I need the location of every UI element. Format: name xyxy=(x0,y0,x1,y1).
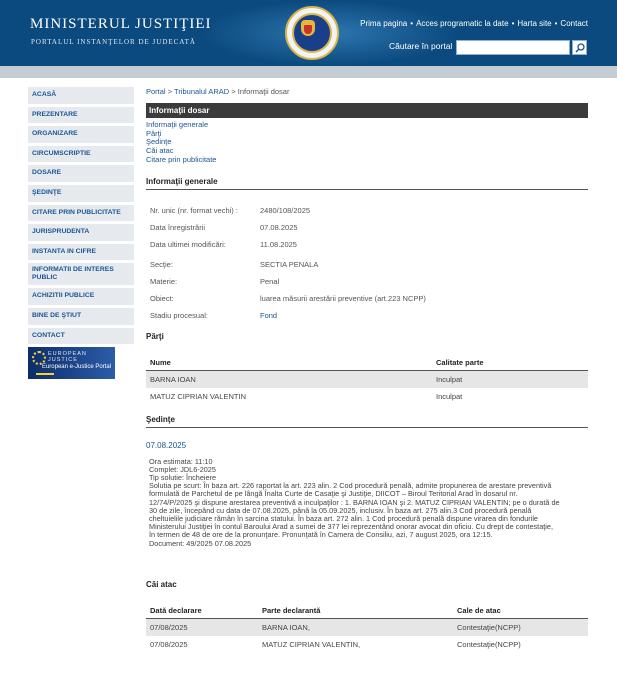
col-parte-declaranta: Parte declarantă xyxy=(262,605,321,615)
sidebar-item-dosare[interactable]: DOSARE xyxy=(28,165,134,182)
link-prima-pagina[interactable]: Prima pagina xyxy=(360,19,408,28)
breadcrumb-current: Informaţii dosar xyxy=(237,87,290,96)
sedinta-line: 12/74/P/2025 şi dispune arestarea preventivă a inculpaţilor : 1. BARNA IOAN şi 2. MATUZ CIPRIAN VALENTIN; pe o durată de xyxy=(149,497,560,507)
coat-of-arms-logo[interactable] xyxy=(285,6,339,60)
sedinta-line: formulată de Parchetul de pe lângă Înalta Curte de Casaţie şi Justiţie, DIICOT – Biroul Teritorial Arad în dosarul nr. xyxy=(149,489,518,499)
info-value: luarea măsurii arestării preventive (art.223 NCPP) xyxy=(260,293,426,303)
document-link[interactable]: Document: 49/2025 07.08.2025 xyxy=(149,538,252,548)
table-header xyxy=(146,354,588,371)
anchor-sedinte[interactable]: Şedinţe xyxy=(146,137,172,147)
info-label: Data înregistrării xyxy=(150,222,206,232)
info-row xyxy=(146,236,588,253)
sedinta-line: Ministerului Justiţiei în contul Baroului Arad a sumei de 377 lei reprezentând onorar avocat din oficiu. Cu drept de contestaţie, xyxy=(149,522,553,532)
header-subbar xyxy=(0,66,617,78)
info-label: Nr. unic (nr. format vechi) : xyxy=(150,205,238,215)
search-input[interactable] xyxy=(456,40,570,55)
breadcrumb-separator: > xyxy=(231,87,236,96)
sedinta-line: cheltuielile judiciare rămân în sarcina statului. În baza art. 272 alin. 1 Cod procedură penală dispune virarea din fondurile xyxy=(149,513,538,523)
section-parti: Părţi xyxy=(146,331,164,341)
info-value: 11.08.2025 xyxy=(260,239,297,249)
info-row xyxy=(146,256,588,273)
sedinta-line: Tip solutie: Încheiere xyxy=(149,472,217,482)
info-label: Data ultimei modificări: xyxy=(150,239,226,249)
search-icon xyxy=(575,43,585,53)
appeal-date: 07/08/2025 xyxy=(150,622,188,632)
party-role: Inculpat xyxy=(436,391,463,401)
sedinta-date: 07.08.2025 xyxy=(146,440,187,450)
e-justice-banner[interactable] xyxy=(28,347,115,379)
anchor-links xyxy=(146,121,588,165)
col-calitate: Calitate parte xyxy=(436,357,484,367)
breadcrumb-court[interactable]: Tribunalul ARAD xyxy=(174,87,230,96)
cai-atac-table xyxy=(146,602,588,653)
main-content xyxy=(146,87,588,653)
appeal-type: Contestaţie(NCPP) xyxy=(457,639,521,649)
sidebar-item-circumscriptie[interactable]: CIRCUMSCRIPTIE xyxy=(28,146,134,163)
top-links: Prima pagina • Acces programatic la date • Harta site • Contact xyxy=(360,19,588,28)
party-name: MATUZ CIPRIAN VALENTIN xyxy=(150,391,246,401)
section-sedinte: Şedinţe xyxy=(146,415,588,428)
appeal-date: 07/08/2025 xyxy=(150,639,188,649)
sidebar-item-informatii-publice[interactable]: INFORMATII DE INTERES PUBLIC xyxy=(28,263,134,285)
sidebar-item-instanta-in-cifre[interactable]: INSTANTA IN CIFRE xyxy=(28,244,134,261)
sidebar-item-bine-de-stiut[interactable]: BINE DE ŞTIUT xyxy=(28,308,134,325)
appeal-type: Contestaţie(NCPP) xyxy=(457,622,521,632)
info-row xyxy=(146,202,588,219)
sidebar-item-sedinte[interactable]: ŞEDINŢE xyxy=(28,185,134,202)
sedinta-line: Complet: JDL6-2025 xyxy=(149,464,216,474)
sidebar-item-jurisprudenta[interactable]: JURISPRUDENTA xyxy=(28,224,134,241)
eu-stars-icon xyxy=(32,351,46,365)
banner-bottom-text: European e-Justice Portal xyxy=(41,364,111,371)
info-label: Stadiu procesual: xyxy=(150,310,208,320)
link-contact[interactable]: Contact xyxy=(560,19,588,28)
table-header xyxy=(146,602,588,619)
appeal-party: BARNA IOAN, xyxy=(262,622,310,632)
banner-top-text: EUROPEAN JUSTICE xyxy=(48,351,87,364)
breadcrumb-portal[interactable]: Portal xyxy=(146,87,166,96)
sedinta-line: Solutia pe scurt: În baza art. 226 raportat la art. 223 alin. 2 Cod procedură penală, admite propunerea de arestare preventivă xyxy=(149,481,552,491)
general-info-list xyxy=(146,202,588,324)
parti-table xyxy=(146,354,588,405)
table-row xyxy=(146,388,588,405)
search-label: Căutare în portal xyxy=(389,41,453,51)
breadcrumb-separator: > xyxy=(167,87,173,96)
col-data-declarare: Dată declarare xyxy=(150,605,202,615)
sidebar-item-citare[interactable]: CITARE PRIN PUBLICITATE xyxy=(28,205,134,222)
info-value: Penal xyxy=(260,276,280,286)
info-label: Obiect: xyxy=(150,293,174,303)
sedinta-details xyxy=(146,458,588,548)
anchor-parti[interactable]: Părţi xyxy=(146,128,162,138)
col-nume: Nume xyxy=(150,357,171,367)
table-row xyxy=(146,371,588,388)
breadcrumb xyxy=(146,87,588,96)
section-cai-atac: Căi atac xyxy=(146,579,177,589)
page-title: Informaţii dosar xyxy=(146,103,588,118)
site-subtitle: PORTALUL INSTANŢELOR DE JUDECATĂ xyxy=(31,38,196,46)
table-row xyxy=(146,619,588,636)
info-value: SECTIA PENALA xyxy=(260,259,319,269)
anchor-citare[interactable]: Citare prin publicitate xyxy=(146,154,217,164)
anchor-cai-atac[interactable]: Căi atac xyxy=(146,146,174,156)
search-button[interactable] xyxy=(572,40,587,55)
table-row xyxy=(146,636,588,653)
sidebar-item-contact[interactable]: CONTACT xyxy=(28,328,134,345)
section-informatii-generale: Informaţii generale xyxy=(146,177,588,190)
link-acces-programatic[interactable]: Acces programatic la date xyxy=(416,19,509,28)
party-name: BARNA IOAN xyxy=(150,374,196,384)
sidebar-item-organizare[interactable]: ORGANIZARE xyxy=(28,126,134,143)
info-label: Secţie: xyxy=(150,259,173,269)
sidebar-item-achizitii[interactable]: ACHIZITII PUBLICE xyxy=(28,288,134,305)
info-row xyxy=(146,307,588,324)
party-role: Inculpat xyxy=(436,374,463,384)
site-header xyxy=(0,0,617,66)
shield-icon xyxy=(304,25,312,34)
link-harta-site[interactable]: Harta site xyxy=(517,19,552,28)
info-row xyxy=(146,290,588,307)
info-row xyxy=(146,219,588,236)
appeal-party: MATUZ CIPRIAN VALENTIN, xyxy=(262,639,361,649)
col-cale-atac: Cale de atac xyxy=(457,605,501,615)
sedinta-line: în termen de 48 de ore de la pronunţare. Pronunţată în Camera de Consiliu, azi, 7 august 2025, ora 12:15. xyxy=(149,530,493,540)
sidebar-item-acasa[interactable]: ACASĂ xyxy=(28,87,134,104)
info-value: 2480/108/2025 xyxy=(260,205,311,215)
info-label: Materie: xyxy=(150,276,178,286)
sidebar-item-prezentare[interactable]: PREZENTARE xyxy=(28,107,134,124)
sedinta-line: Ora estimata: 11:10 xyxy=(149,456,213,466)
sidebar-nav xyxy=(28,87,134,379)
info-value: 07.08.2025 xyxy=(260,222,298,232)
sedinta-line: 30 de zile, începând cu data de 07.08.2025, până la 05.09.2025, inclusiv. În baza art. 275 alin.3 Cod procedură penală xyxy=(149,505,532,515)
info-value: Fond xyxy=(260,310,278,320)
site-title[interactable]: MINISTERUL JUSTIŢIEI xyxy=(30,16,212,32)
anchor-informatii-generale[interactable]: Informaţii generale xyxy=(146,120,209,129)
info-row xyxy=(146,273,588,290)
